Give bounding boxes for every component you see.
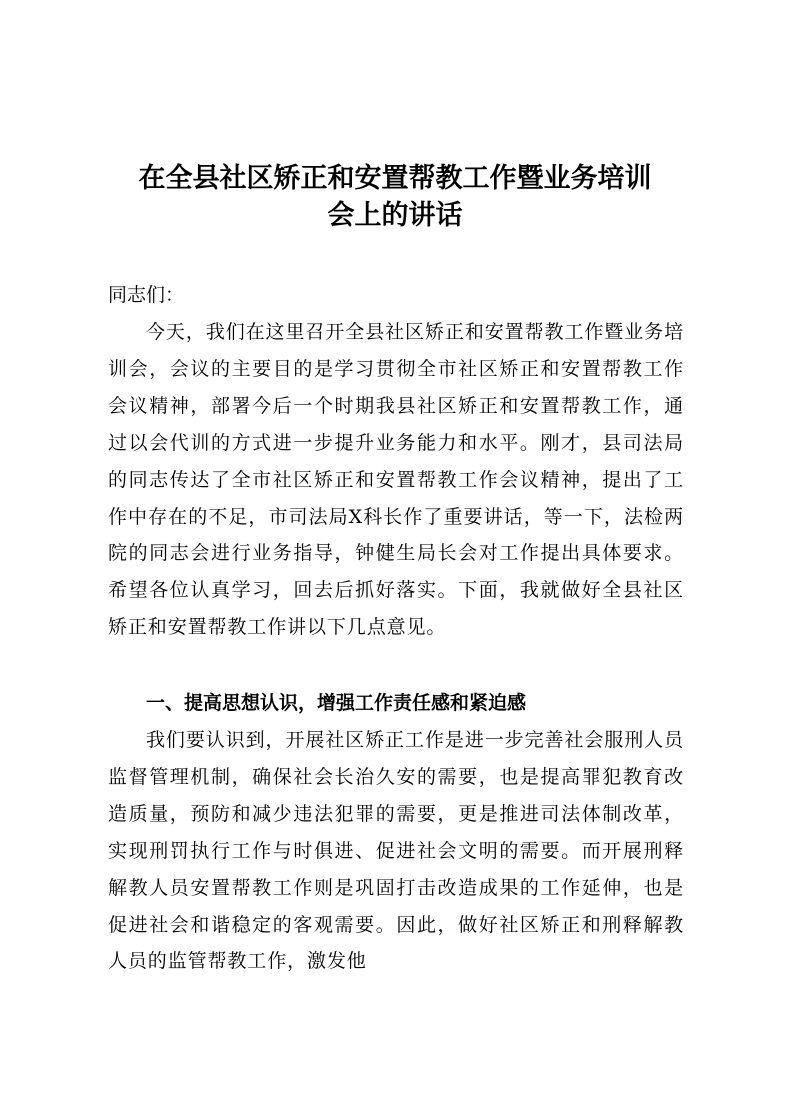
document-title-line-2: 会上的讲话 [327, 200, 463, 231]
section-heading-1: 一、提高思想认识，增强工作责任感和紧迫感 [146, 692, 527, 714]
paragraph-intro: 今天，我们在这里召开全县社区矫正和安置帮教工作暨业务培训会，会议的主要目的是学习贯彻全市社区矫正和安置帮教工作会议精神，部署今后一个时期我县社区矫正和安置帮教工作，通过以会代训的方式进一步提升业务能力和水平。刚才，县司法局的同志传达了全市社区矫正和安置帮教工作会议精神，提出了工作中存在的不足，市司法局X科长作了重要讲话，等一下，法检两院的同志会进行业务指导，钟健生局长会对工作提出具体要求。希望各位认真学习，回去后抓好落实。下面，我就做好全县社区矫正和安置帮教工作讲以下几点意见。 [108, 321, 684, 639]
greeting: 同志们： [108, 284, 185, 306]
document-title-line-1: 在全县社区矫正和安置帮教工作暨业务培训 [138, 163, 652, 194]
paragraph-section-1: 我们要认识到，开展社区矫正工作是进一步完善社会服刑人员监督管理机制，确保社会长治久安的需要，也是提高罪犯教育改造质量，预防和减少违法犯罪的需要，更是推进司法体制改革，实现刑罚执行工作与时俱进、促进社会文明的需要。而开展刑释解教人员安置帮教工作则是巩固打击改造成果的工作延伸，也是促进社会和谐稳定的客观需要。因此，做好社区矫正和刑释解教人员的监管帮教工作，激发他 [108, 729, 684, 973]
